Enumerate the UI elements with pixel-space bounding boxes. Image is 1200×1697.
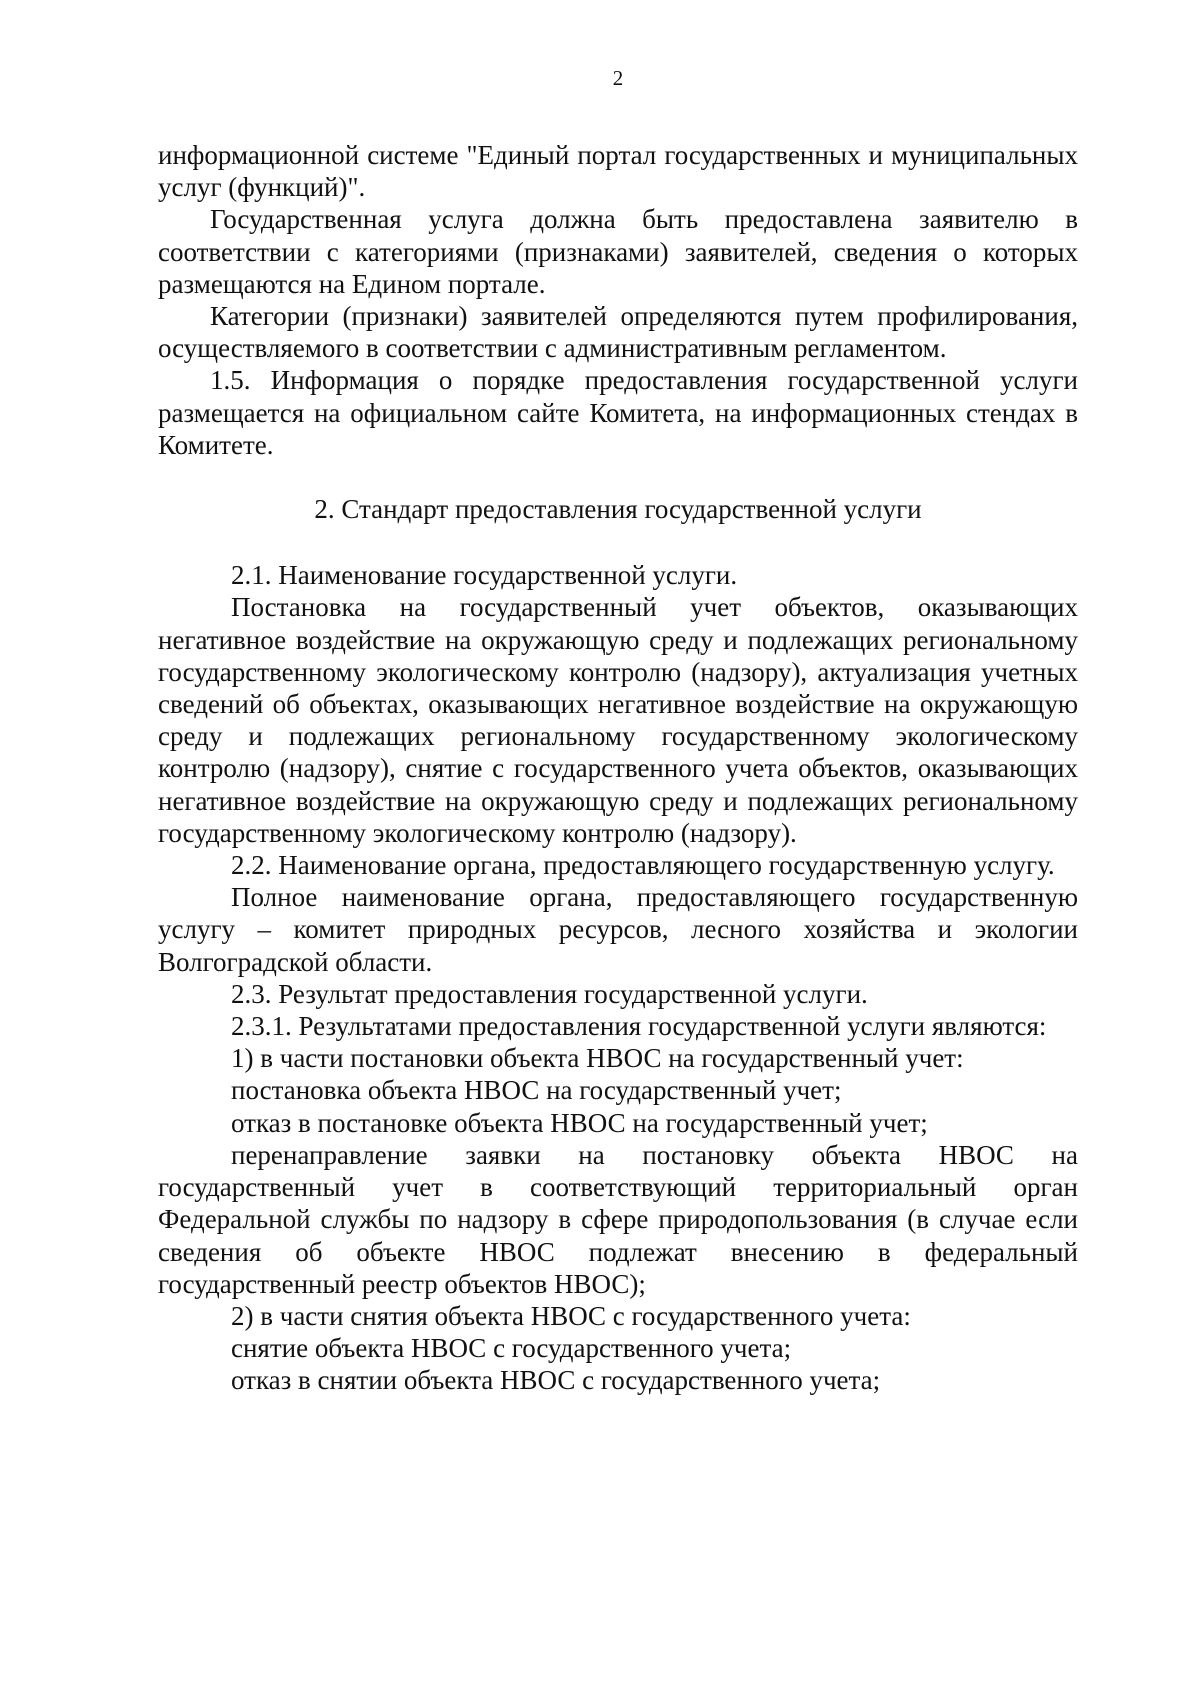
list-item: снятие объекта НВОС с государственного учета;: [231, 1333, 792, 1364]
paragraph: Полное наименование органа, предоставляющего государственную услугу – комитет природных ресурсов, лесного хозяйства и экологии Волгоградской области.: [158, 882, 1078, 977]
paragraph: Категории (признаки) заявителей определяются путем профилирования, осуществляемого в соответствии с административным регламентом.: [158, 301, 1078, 364]
section-heading: 2. Стандарт предоставления государственной услуги: [314, 494, 922, 525]
paragraph: 2.3.1. Результатами предоставления государственной услуги являются:: [231, 1011, 1047, 1042]
paragraph: 2.3. Результат предоставления государственной услуги.: [231, 978, 868, 1009]
list-item: 1) в части постановки объекта НВОС на государственный учет:: [231, 1043, 964, 1074]
list-item: отказ в снятии объекта НВОС с государственного учета;: [231, 1365, 881, 1396]
paragraph: информационной системе "Единый портал государственных и муниципальных услуг (функций)".: [158, 140, 1078, 203]
list-item: перенаправление заявки на постановку объекта НВОС на государственный учет в соответствующий территориальный орган Федеральной службы по надзору в сфере природопользования (в случае если сведения об объекте НВОС подлежат внесению в федеральный государственный реестр объектов НВОС);: [158, 1139, 1078, 1299]
list-item: 2) в части снятия объекта НВОС с государственного учета:: [231, 1300, 911, 1331]
list-item: отказ в постановке объекта НВОС на государственный учет;: [231, 1107, 928, 1138]
paragraph: 1.5. Информация о порядке предоставления государственной услуги размещается на официальном сайте Комитета, на информационных стендах в Комитете.: [158, 365, 1078, 460]
paragraph: 2.1. Наименование государственной услуги.: [231, 560, 738, 591]
document-body: [158, 139, 1078, 1397]
list-item: постановка объекта НВОС на государственный учет;: [231, 1075, 842, 1106]
paragraph: 2.2. Наименование органа, предоставляющего государственную услугу.: [231, 850, 1055, 881]
paragraph: Постановка на государственный учет объектов, оказывающих негативное воздействие на окружающую среду и подлежащих региональному государственному экологическому контролю (надзору), актуализация учетных сведений об объектах, оказывающих негативное воздействие на окружающую среду и подлежащих региональному государственному экологическому контролю (надзору), снятие с государственного учета объектов, оказывающих негативное воздействие на окружающую среду и подлежащих региональному государственному экологическому контролю (надзору).: [158, 592, 1078, 848]
page-number: 2: [612, 66, 624, 90]
paragraph: Государственная услуга должна быть предоставлена заявителю в соответствии с категориями (признаками) заявителей, сведения о которых размещаются на Едином портале.: [158, 204, 1078, 299]
